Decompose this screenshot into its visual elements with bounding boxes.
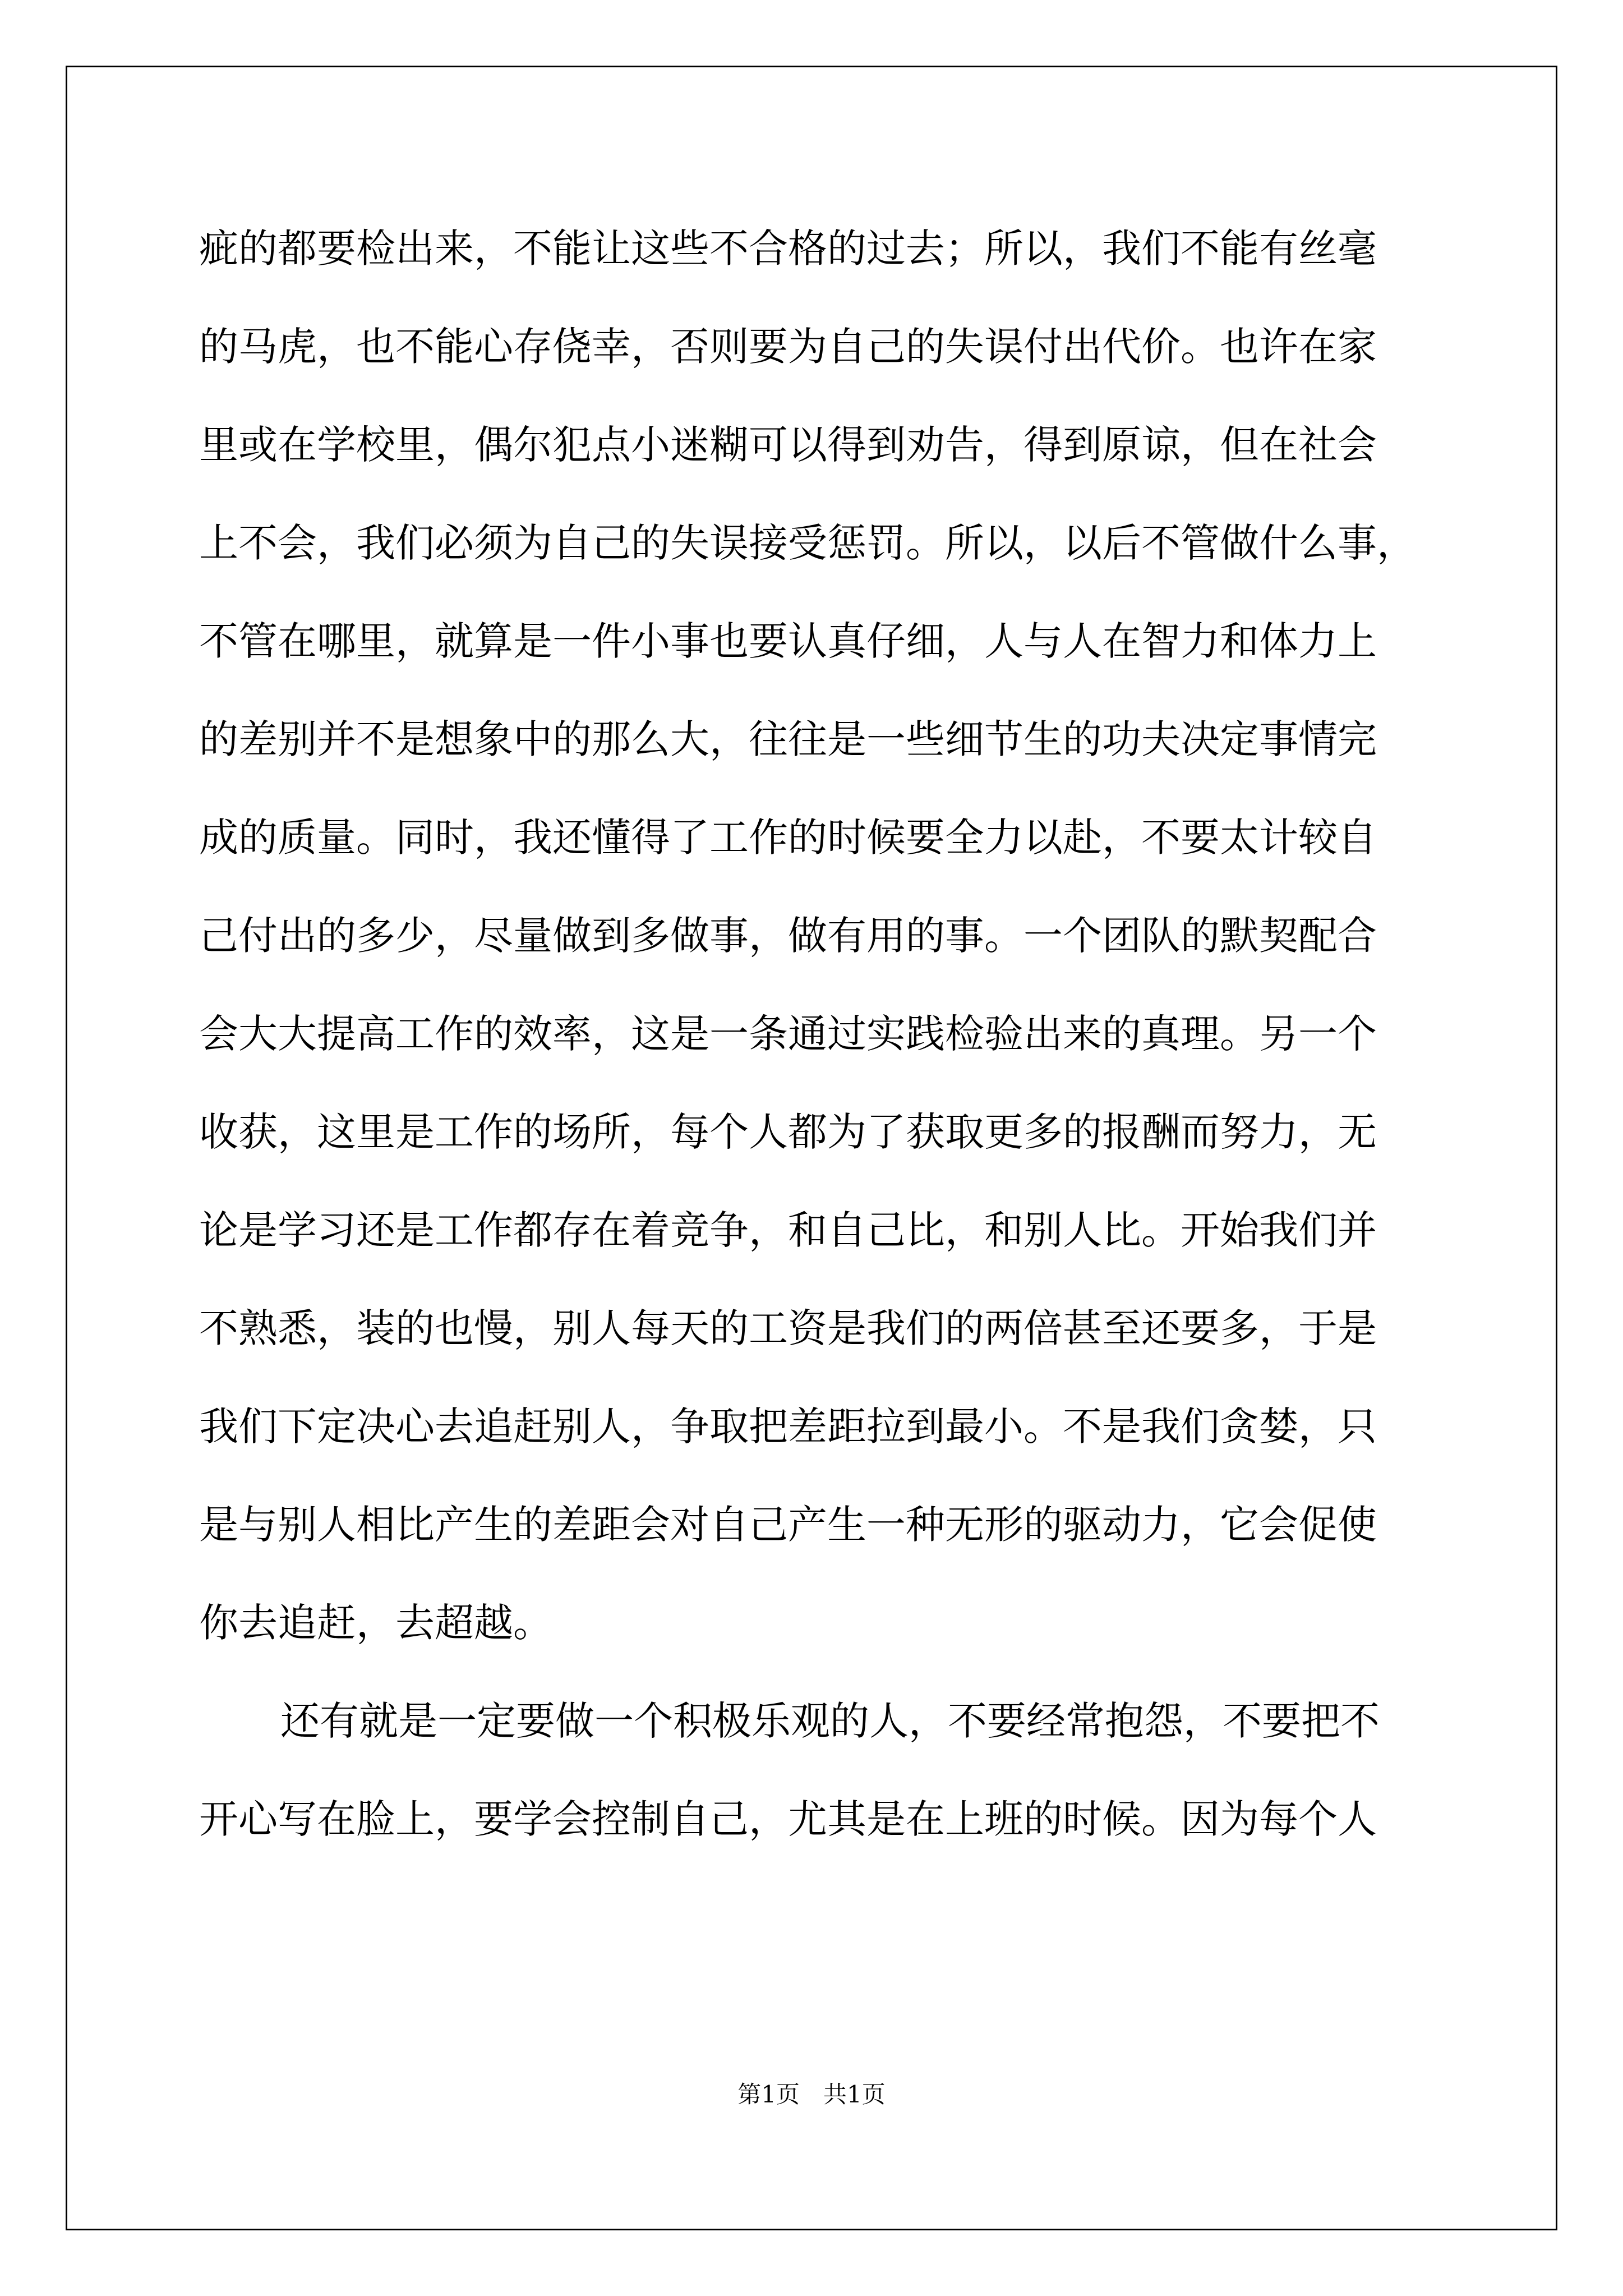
body-text-line: 己付出的多少，尽量做到多做事，做有用的事。一个团队的默契配合 (199, 913, 1377, 959)
body-text-line: 的马虎，也不能心存侥幸，否则要为自己的失误付出代价。也许在家 (199, 324, 1377, 370)
body-text-line: 里或在学校里，偶尔犯点小迷糊可以得到劝告，得到原谅，但在社会 (199, 422, 1377, 468)
body-text-line: 我们下定决心去追赶别人，争取把差距拉到最小。不是我们贪婪，只 (199, 1404, 1377, 1450)
body-text-line: 成的质量。同时，我还懂得了工作的时候要全力以赴，不要太计较自 (199, 815, 1377, 861)
body-text-line: 不熟悉，装的也慢，别人每天的工资是我们的两倍甚至还要多，于是 (199, 1305, 1377, 1351)
body-text-line: 上不会，我们必须为自己的失误接受惩罚。所以，以后不管做什么事， (199, 520, 1416, 566)
body-text-line: 收获，这里是工作的场所，每个人都为了获取更多的报酬而努力，无 (199, 1109, 1377, 1155)
page-number-footer: 第1页 共1页 (737, 2081, 886, 2108)
body-text-line: 会大大提高工作的效率，这是一条通过实践检验出来的真理。另一个 (199, 1011, 1377, 1057)
body-text-line: 是与别人相比产生的差距会对自己产生一种无形的驱动力，它会促使 (199, 1502, 1377, 1548)
body-text-line: 疵的都要检出来，不能让这些不合格的过去；所以，我们不能有丝毫 (199, 226, 1377, 272)
body-text-line: 开心写在脸上，要学会控制自己，尤其是在上班的时候。因为每个人 (199, 1796, 1377, 1842)
body-text-line: 的差别并不是想象中的那么大，往往是一些细节生的功夫决定事情完 (199, 716, 1377, 762)
body-text-line: 你去追赶，去超越。 (199, 1600, 552, 1646)
body-text-line: 不管在哪里，就算是一件小事也要认真仔细，人与人在智力和体力上 (199, 618, 1377, 664)
paragraph-first-line: 还有就是一定要做一个积极乐观的人，不要经常抱怨，不要把不 (280, 1698, 1380, 1744)
body-text-line: 论是学习还是工作都存在着竞争，和自己比，和别人比。开始我们并 (199, 1207, 1377, 1253)
